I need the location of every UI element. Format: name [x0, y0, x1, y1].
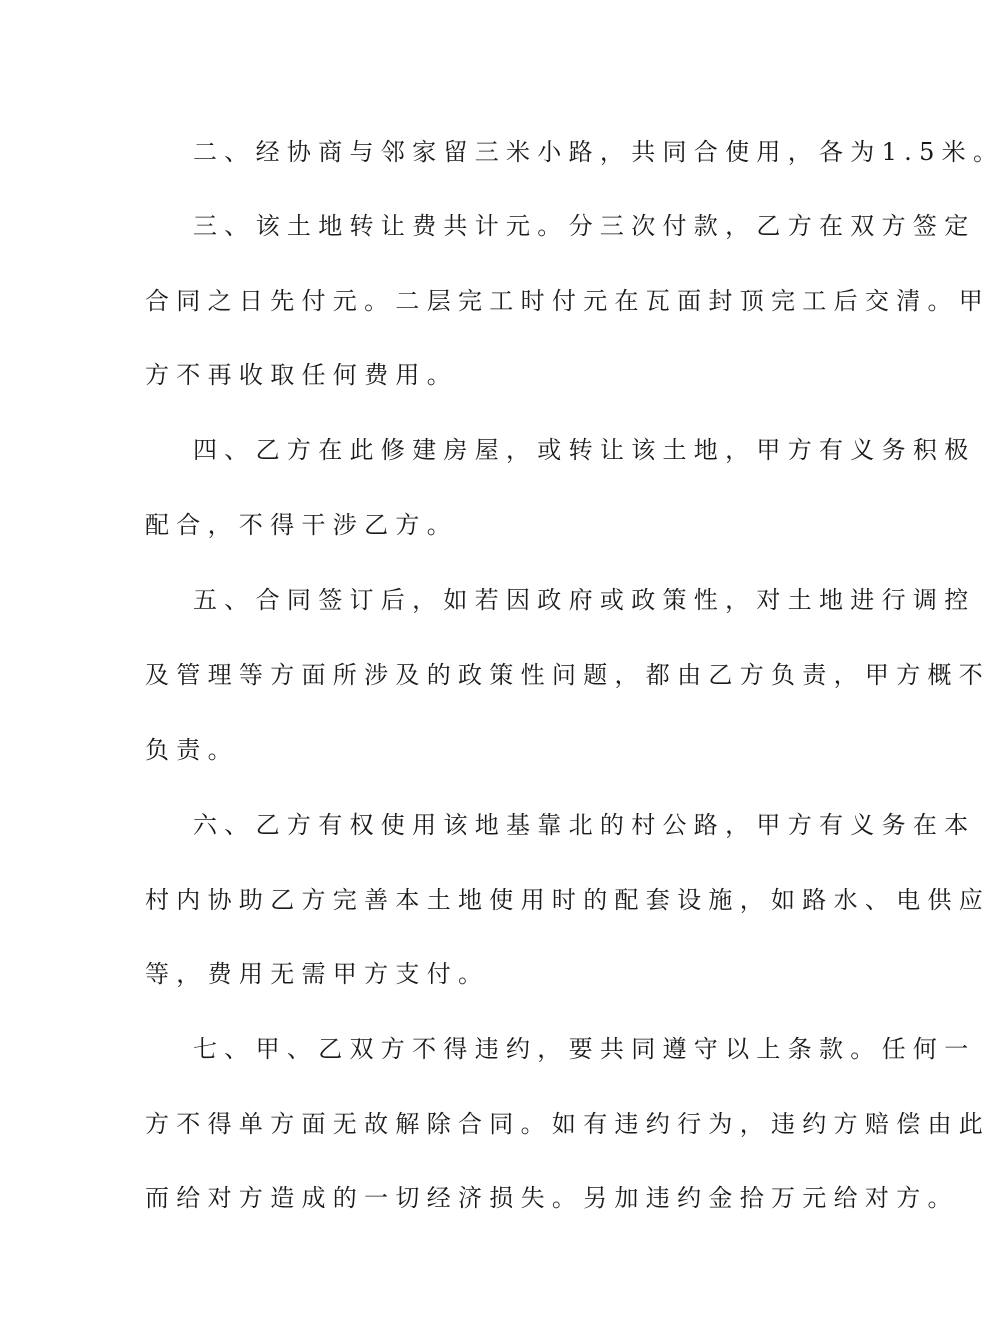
clause-6-line-3: 等，费用无需甲方支付。 [145, 960, 490, 988]
clause-3-line-2: 合同之日先付元。二层完工时付元在瓦面封顶完工后交清。甲 [145, 287, 991, 315]
clause-6-line-2: 村内协助乙方完善本土地使用时的配套设施，如路水、电供应 [145, 886, 991, 914]
clause-3-line-3: 方不再收取任何费用。 [145, 361, 458, 389]
clause-5-line-2: 及管理等方面所涉及的政策性问题，都由乙方负责，甲方概不 [145, 661, 991, 689]
clause-5-line-1: 五、合同签订后，如若因政府或政策性，对土地进行调控 [193, 586, 976, 614]
clause-4-line-1: 四、乙方在此修建房屋，或转让该土地，甲方有义务积极 [193, 436, 976, 464]
clause-5-line-3: 负责。 [145, 736, 239, 764]
clause-4-line-2: 配合，不得干涉乙方。 [145, 511, 458, 539]
clause-2-line-1: 二、经协商与邻家留三米小路，共同合使用，各为1.5米。 [193, 138, 1004, 166]
clause-7-line-1: 七、甲、乙双方不得违约，要共同遵守以上条款。任何一 [193, 1035, 976, 1063]
clause-7-line-3: 而给对方造成的一切经济损失。另加违约金拾万元给对方。 [145, 1184, 959, 1212]
clause-7-line-2: 方不得单方面无故解除合同。如有违约行为，违约方赔偿由此 [145, 1110, 991, 1138]
clause-3-line-1: 三、该土地转让费共计元。分三次付款，乙方在双方签定 [193, 212, 976, 240]
clause-6-line-1: 六、乙方有权使用该地基靠北的村公路，甲方有义务在本 [193, 811, 976, 839]
